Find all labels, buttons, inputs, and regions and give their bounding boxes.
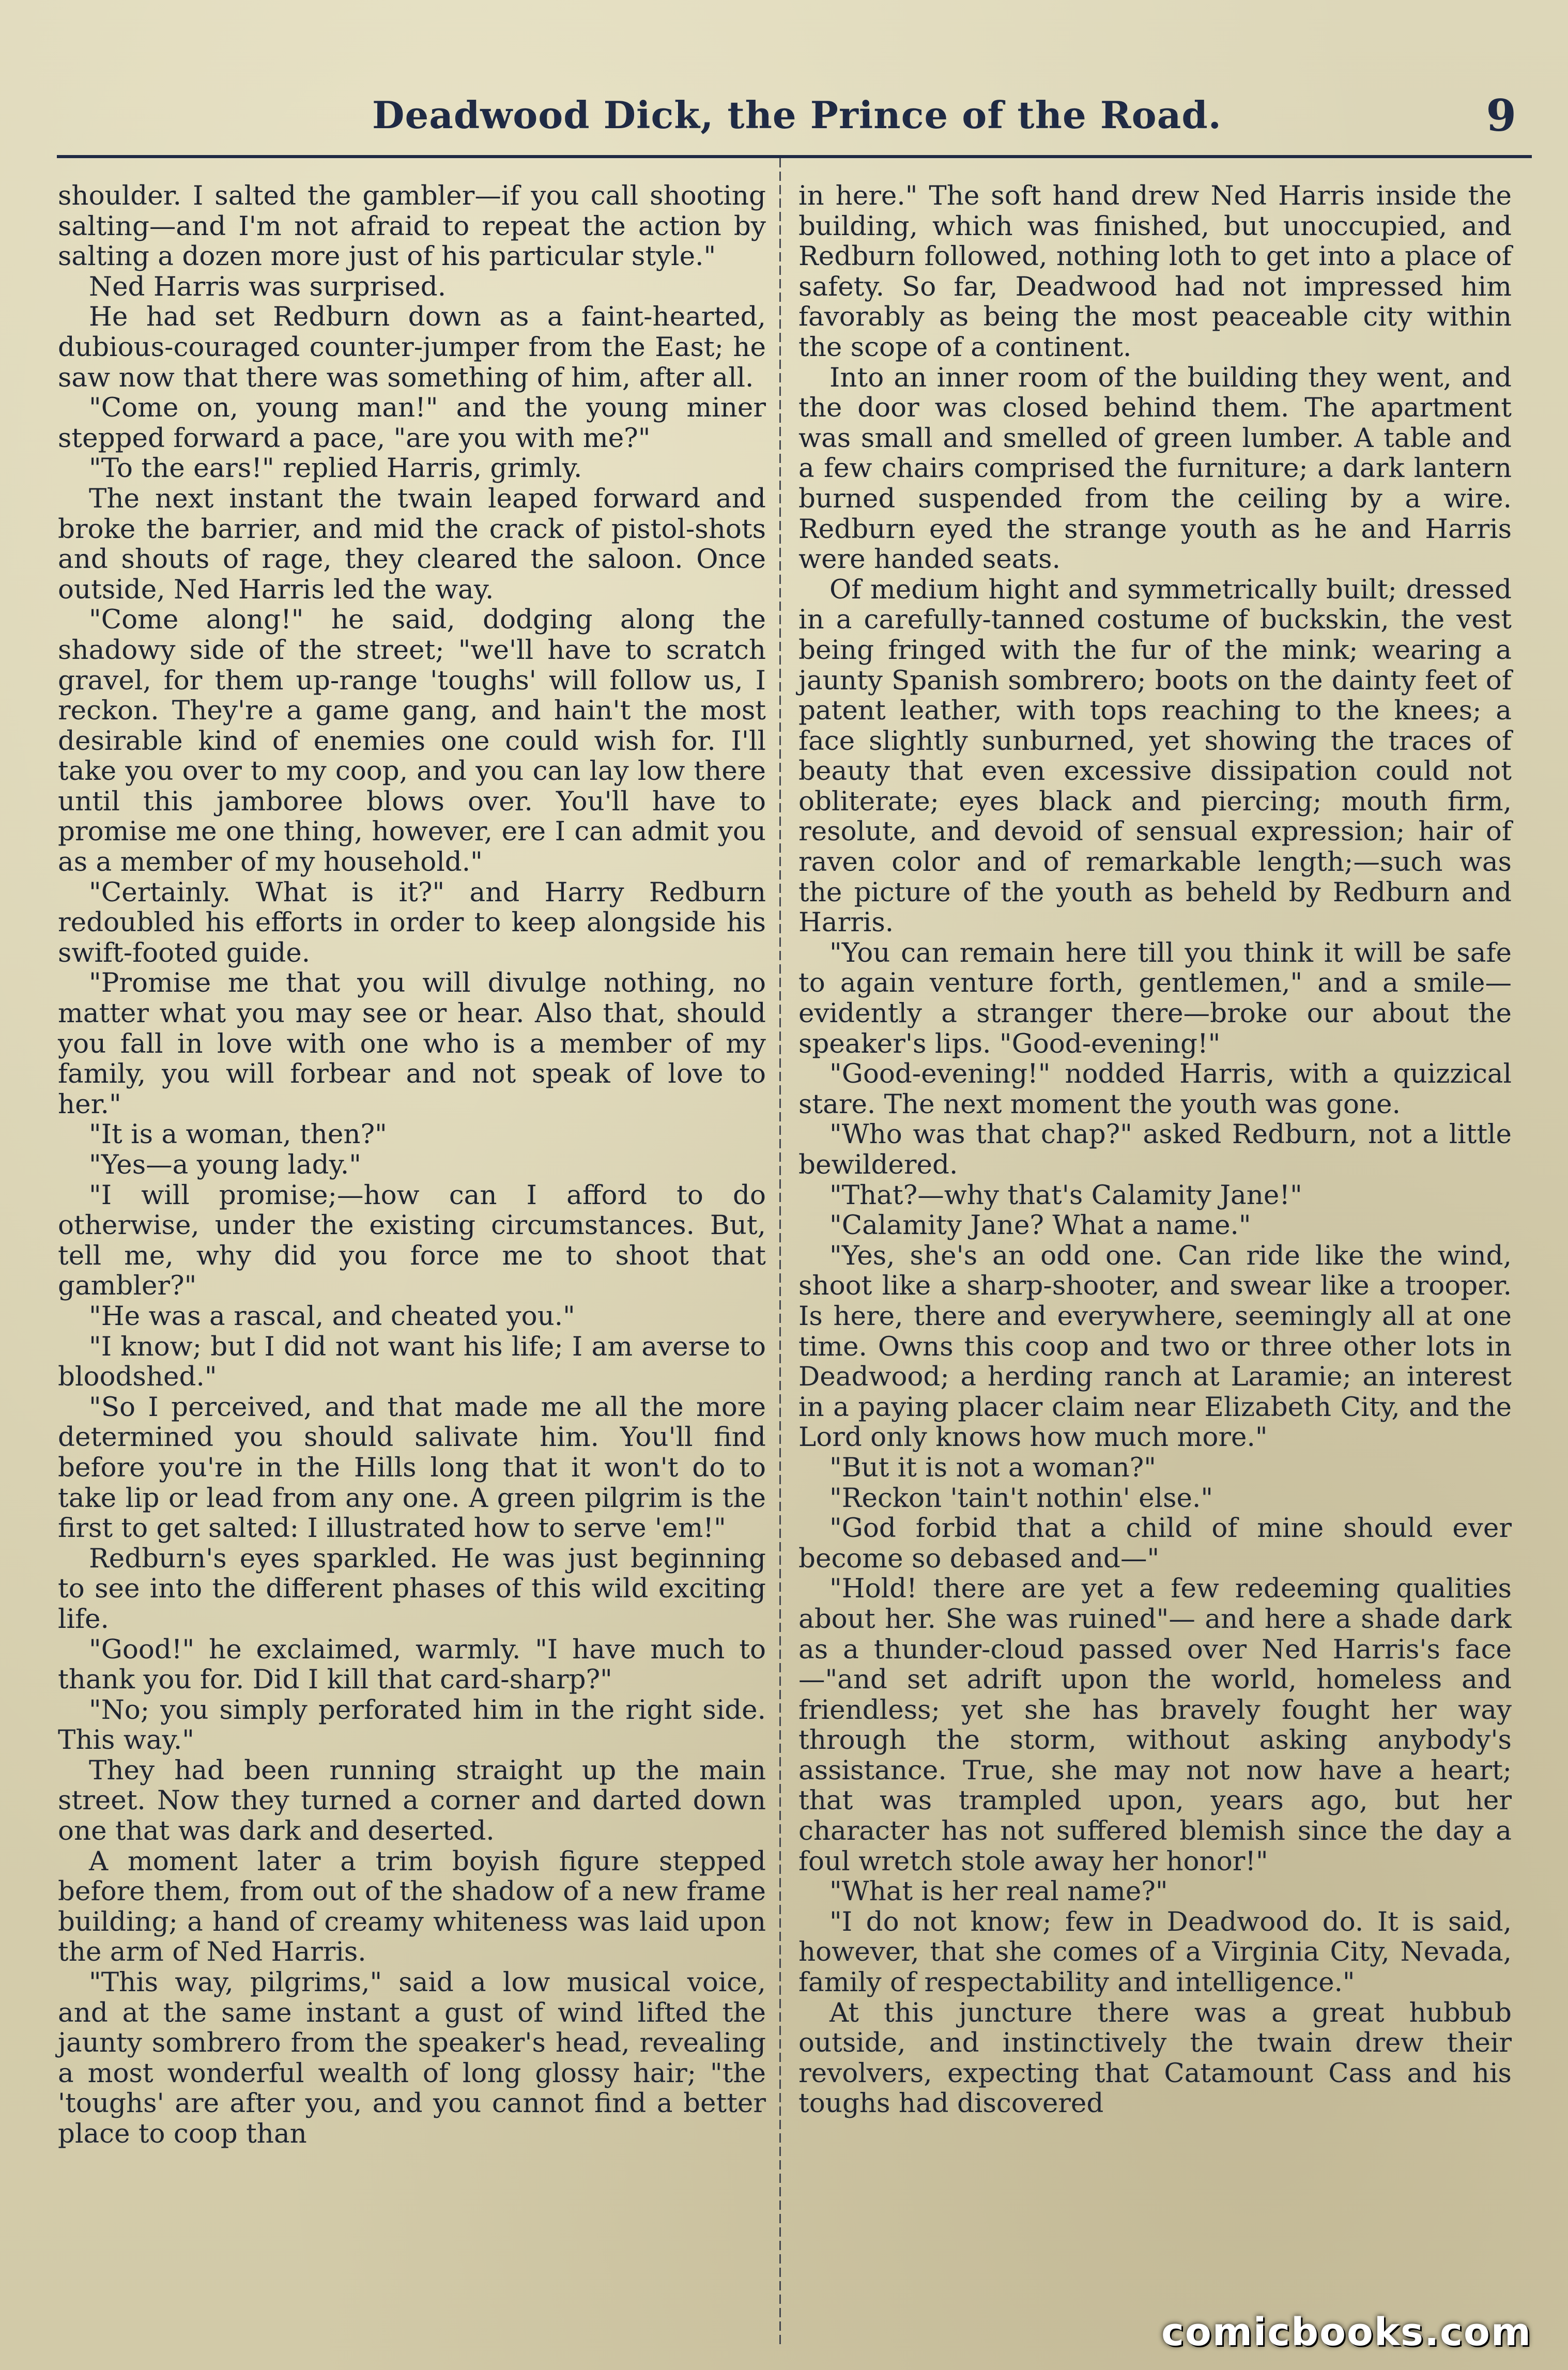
- paragraph: "I will promise;—how can I afford to do otherwise, under the existing circumstances. But, tell me, why did you force me to shoot that gambler?": [58, 1179, 766, 1302]
- paragraph: "Come along!" he said, dodging along the shadowy side of the street; "we'll have to scratch gravel, for them up-range 'toughs' will follow us, I reckon. They're a game gang, and hain't the most desirable kind of enemies one could wish for. I'll take you over to my coop, and you can lay low there until this jamboree blows over. You'll have to promise me one thing, however, ere I can admit you as a member of my household.": [58, 604, 766, 878]
- paragraph: "Good-evening!" nodded Harris, with a quizzical stare. The next moment the youth was gone.: [798, 1058, 1512, 1120]
- header-rule: [57, 155, 1532, 158]
- paragraph: "To the ears!" replied Harris, grimly.: [89, 453, 582, 484]
- paragraph: He had set Redburn down as a faint-hearted, dubious-couraged counter-jumper from the East; he saw now that there was something of him, after all.: [58, 301, 766, 393]
- column-divider: [779, 158, 781, 2344]
- paragraph: "He was a rascal, and cheated you.": [89, 1300, 575, 1332]
- paragraph: Redburn's eyes sparkled. He was just beginning to see into the different phases of this wild exciting life.: [58, 1543, 766, 1635]
- paragraph: Of medium hight and symmetrically built; dressed in a carefully-tanned costume of buckskin, the vest being fringed with the fur of the mink; wearing a jaunty Spanish sombrero; boots on the dainty feet of patent leather, with tops reaching to the knees; a face slightly sunburned, yet showing the traces of beauty that even excessive dissipation could not obliterate; eyes black and piercing; mouth firm, resolute, and devoid of sensual expression; hair of raven color and of remarkable length;—such was the picture of the youth as beheld by Redburn and Harris.: [798, 574, 1512, 938]
- paragraph: in here." The soft hand drew Ned Harris inside the building, which was finished, but unoccupied, and Redburn followed, nothing loth to get into a place of safety. So far, Deadwood had not impressed him favorably as being the most peaceable city within the scope of a continent.: [798, 180, 1512, 363]
- right-column: [798, 181, 1512, 2119]
- paragraph: "Certainly. What is it?" and Harry Redburn redoubled his efforts in order to keep alongside his swift-footed guide.: [58, 876, 766, 968]
- paragraph: "You can remain here till you think it will be safe to again venture forth, gentlemen," and a smile—evidently a stranger there—broke our about the speaker's lips. "Good-evening!": [798, 937, 1512, 1059]
- paragraph: "Come on, young man!" and the young miner stepped forward a pace, "are you with me?": [58, 392, 766, 454]
- paragraph: "So I perceived, and that made me all the more determined you should salivate him. You'll find before you're in the Hills long that it won't do to take lip or lead from any one. A green pilgrim is the first to get salted: I illustrated how to serve 'em!": [58, 1391, 766, 1544]
- paragraph: "What is her real name?": [829, 1876, 1168, 1907]
- paragraph: "Yes, she's an odd one. Can ride like the wind, shoot like a sharp-shooter, and swear like a trooper. Is here, there and everywhere, seemingly all at one time. Owns this coop and two or three other lots in Deadwood; a herding ranch at Laramie; an interest in a paying placer claim near Elizabeth City, and the Lord only knows how much more.": [798, 1240, 1512, 1453]
- paragraph: "It is a woman, then?": [89, 1119, 387, 1150]
- paragraph: "Good!" he exclaimed, warmly. "I have much to thank you for. Did I kill that card-sharp?": [58, 1634, 766, 1696]
- paragraph: "Hold! there are yet a few redeeming qualities about her. She was ruined"— and here a shade dark as a thunder-cloud passed over Ned Harris's face—"and set adrift upon the world, homeless and friendless; yet she has bravely fought her way through the storm, without asking anybody's assistance. True, she may not now have a heart; that was trampled upon, years ago, but her character has not suffered blemish since the day a foul wretch stole away her honor!": [798, 1573, 1512, 1877]
- paragraph: A moment later a trim boyish figure stepped before them, from out of the shadow of a new frame building; a hand of creamy whiteness was laid upon the arm of Ned Harris.: [58, 1845, 766, 1968]
- paragraph: "Reckon 'tain't nothin' else.": [829, 1482, 1213, 1514]
- paragraph: Into an inner room of the building they went, and the door was closed behind them. The apartment was small and smelled of green lumber. A table and a few chairs comprised the furniture; a dark lantern burned suspended from the ceiling by a wire. Redburn eyed the strange youth as he and Harris were handed seats.: [798, 362, 1512, 575]
- paragraph: "This way, pilgrims," said a low musical voice, and at the same instant a gust of wind lifted the jaunty sombrero from the speaker's head, revealing a most wonderful wealth of long glossy hair; "the 'toughs' are after you, and you cannot find a better place to coop than: [58, 1967, 766, 2149]
- paragraph: "Calamity Jane? What a name.": [829, 1210, 1251, 1241]
- paragraph: shoulder. I salted the gambler—if you call shooting salting—and I'm not afraid to repeat the action by salting a dozen more just of his particular style.": [58, 180, 766, 272]
- paragraph: The next instant the twain leaped forward and broke the barrier, and mid the crack of pistol-shots and shouts of rage, they cleared the saloon. Once outside, Ned Harris led the way.: [58, 483, 766, 605]
- page-header: [57, 83, 1537, 160]
- left-column: [58, 181, 766, 2149]
- paragraph: "But it is not a woman?": [829, 1452, 1156, 1483]
- paragraph: "I do not know; few in Deadwood do. It is said, however, that she comes of a Virginia City, Nevada, family of respectability and intelligence.": [798, 1906, 1512, 1998]
- paragraph: "Promise me that you will divulge nothing, no matter what you may see or hear. Also that, should you fall in love with one who is a member of my family, you will forbear and not speak of love to her.": [58, 967, 766, 1120]
- paragraph: "Yes—a young lady.": [89, 1149, 361, 1180]
- page-number: 9: [1486, 90, 1516, 141]
- paragraph: "I know; but I did not want his life; I am averse to bloodshed.": [58, 1331, 766, 1393]
- paragraph: Ned Harris was surprised.: [89, 271, 447, 302]
- paragraph: They had been running straight up the main street. Now they turned a corner and darted down one that was dark and deserted.: [58, 1755, 766, 1847]
- paragraph: "No; you simply perforated him in the right side. This way.": [58, 1694, 766, 1756]
- paragraph: "God forbid that a child of mine should ever become so debased and—": [798, 1513, 1512, 1574]
- paragraph: At this juncture there was a great hubbub outside, and instinctively the twain drew their revolvers, expecting that Catamount Cass and his toughs had discovered: [798, 1997, 1512, 2119]
- paragraph: "Who was that chap?" asked Redburn, not a little bewildered.: [798, 1119, 1512, 1180]
- running-title: Deadwood Dick, the Prince of the Road.: [372, 93, 1222, 137]
- watermark-logo: comicbooks.com: [1161, 2310, 1532, 2354]
- paragraph: "That?—why that's Calamity Jane!": [829, 1179, 1302, 1211]
